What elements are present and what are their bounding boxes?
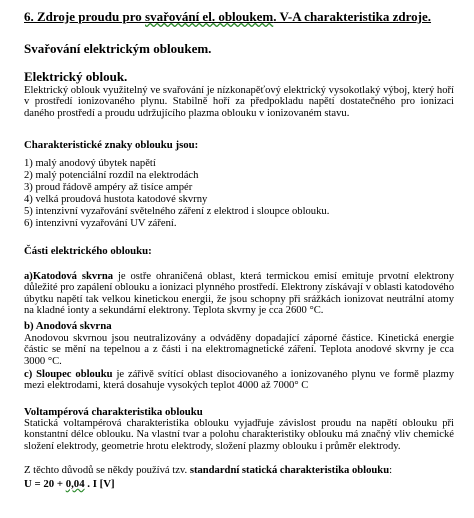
va-line-suffix: : [389, 465, 393, 476]
formula-coefficient: 0,04 [65, 478, 85, 490]
list-item: 4) velká proudová hustota katodové skvrny [24, 194, 208, 205]
va-line-bold: standardní statická charakteristika oblouku [189, 465, 390, 476]
characteristics-heading: Charakteristické znaky oblouku jsou: [24, 139, 199, 151]
part-a-paragraph [24, 271, 454, 316]
title-suffix: . V-A charakteristika zdroje. [273, 9, 432, 24]
formula-part-c: . I [V] [84, 478, 115, 490]
formula-part-a: U = 20 + [24, 478, 66, 490]
part-c-paragraph [24, 369, 454, 392]
part-b-text: Anodovou skvrnou jsou neutralizovány a odváděny dopadající záporné částice. Kinetická energie částic se mění na tepelnou a z části i na elektromagnetické záření. Teplota anodové skvrny je cca 3000 °C. [24, 333, 454, 367]
va-line-prefix: Z těchto důvodů se někdy používá tzv. [24, 465, 190, 476]
document-title [24, 9, 431, 25]
section-heading-arc: Elektrický oblouk. [24, 69, 128, 84]
va-formula [24, 478, 115, 490]
list-item: 2) malý potenciální rozdíl na elektrodách [24, 170, 199, 181]
part-c-label: c) Sloupec oblouku [24, 369, 113, 380]
list-item: 5) intenzivní vyzařování světelného záření z elektrod i sloupce oblouku. [24, 206, 330, 217]
va-heading: Voltampérová charakteristika oblouku [24, 406, 203, 418]
part-b-label: b) Anodová skvrna [24, 320, 112, 332]
list-item: 1) malý anodový úbytek napětí [24, 158, 156, 169]
title-underlined-phrase: svařování el. obloukem [145, 9, 274, 24]
section-text-arc: Elektrický oblouk využitelný ve svařování je nízkonapěťový elektrický vysokotlaký výboj, který hoří v prostředí ionizovaného plynu. Stabilně hoří za předpokladu napětí dostatečného pro ionizaci daného prostředí a proudu udržujícího plazma oblouku v ionizovaném stavu. [24, 85, 454, 119]
va-standard-line [24, 465, 392, 476]
part-c-text: je zářivě svítící oblast disociovaného a ionizovaného plynu ve formě plazmy mezi elektrodami, která dosahuje vysokých teplot 4000 až 7000° C [24, 369, 454, 392]
list-item: 6) intenzivní vyzařování UV záření. [24, 218, 177, 229]
part-a-text: je ostře ohraničená oblast, která termickou emisí emituje prvotní elektrony důležité pro zapálení oblouku a ionizaci plynného prostředí. Elektrony získávají v oblasti katodového úbytku napětí tak velkou kinetickou energii, že jsou schopny při srážkách ionizovat neutrální atomy na kladné ionty a sekundární elektrony. Teplota skvrny je cca 2600 °C. [24, 271, 454, 316]
parts-heading: Části elektrického oblouku: [24, 245, 152, 257]
list-item: 3) proud řádově ampéry až tisíce ampér [24, 182, 193, 193]
title-prefix: 6. Zdroje proudu pro [24, 9, 146, 24]
va-text: Statická voltampérová charakteristika oblouku vyjadřuje závislost proudu na napětí oblouku při konstantní délce oblouku. Na vlastní tvar a polohu charakteristiky oblouku má značný vliv chemické složení elektrody, geometrie hrotu elektrody, složení plazmy oblouku i průměr elektrody. [24, 418, 454, 452]
part-a-label: a)Katodová skvrna [24, 271, 114, 282]
document-subtitle: Svařování elektrickým obloukem. [24, 41, 212, 56]
